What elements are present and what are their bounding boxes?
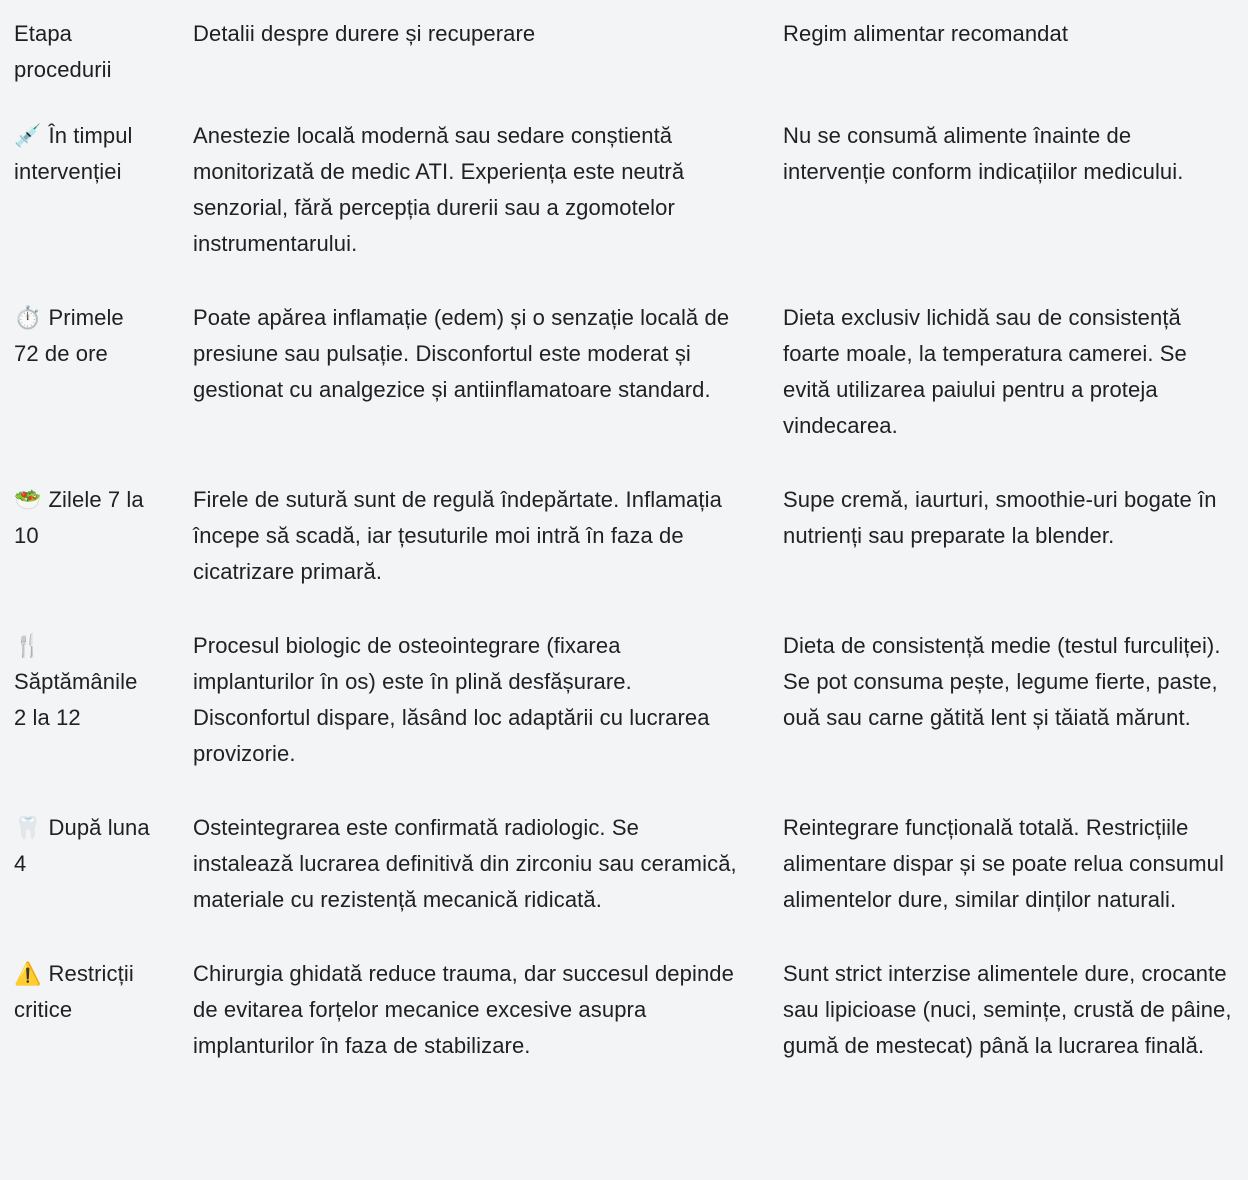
table-row [14,810,1232,918]
diet-cell: Reintegrare funcțională totală. Restricțiile alimentare dispar și se poate relua consumul alimentelor dure, similar dinților naturali. [783,815,1224,912]
stage-cell [14,482,154,554]
salad-icon: 🥗 [14,487,42,512]
diet-cell: Dieta exclusiv lichidă sau de consistență foarte moale, la temperatura camerei. Se evită utilizarea paiului pentru a proteja vindecarea. [783,305,1187,438]
stage-label: Zilele 7 la 10 [14,487,144,548]
syringe-icon: 💉 [14,123,42,148]
stage-label: Primele 72 de ore [14,305,124,366]
stage-label: În timpul intervenției [14,123,133,184]
diet-cell: Nu se consumă alimente înainte de intervenție conform indicațiilor medicului. [783,123,1184,184]
stage-cell [14,956,154,1028]
table-row [14,956,1232,1064]
stage-cell [14,810,154,882]
details-cell: Osteintegrarea este confirmată radiologic. Se instalează lucrarea definitivă din zirconiu sau ceramică, materiale cu rezistență mecanică ridicată. [193,815,737,912]
stage-cell [14,628,154,736]
table-row [14,628,1232,772]
stopwatch-icon: ⏱️ [14,305,42,330]
warning-icon: ⚠️ [14,961,42,986]
header-stage: Etapa procedurii [14,21,112,82]
diet-cell: Sunt strict interzise alimentele dure, crocante sau lipicioase (nuci, semințe, crustă de pâine, gumă de mestecat) până la lucrarea finală. [783,961,1232,1058]
tooth-icon: 🦷 [14,815,42,840]
table-row [14,118,1232,262]
details-cell: Chirurgia ghidată reduce trauma, dar succesul depinde de evitarea forțelor mecanice excesive asupra implanturilor în faza de stabilizare. [193,961,734,1058]
header-diet: Regim alimentar recomandat [783,21,1069,46]
stage-label: Restricții critice [14,961,134,1022]
stage-cell [14,300,154,372]
table-header-row [14,16,1232,88]
stage-cell [14,118,154,190]
header-details: Detalii despre durere și recuperare [193,21,536,46]
stage-label: După luna 4 [14,815,150,876]
diet-cell: Supe cremă, iaurturi, smoothie-uri bogate în nutrienți sau preparate la blender. [783,487,1217,548]
table-row [14,482,1232,590]
details-cell: Poate apărea inflamație (edem) și o senzație locală de presiune sau pulsație. Disconfortul este moderat și gestionat cu analgezice și antiinflamatoare standard. [193,305,730,402]
details-cell: Firele de sutură sunt de regulă îndepărtate. Inflamația începe să scadă, iar țesuturile moi intră în faza de cicatrizare primară. [193,487,722,584]
details-cell: Procesul biologic de osteointegrare (fixarea implanturilor în os) este în plină desfășurare. Disconfortul dispare, lăsând loc adaptării cu lucrarea provizorie. [193,633,710,766]
fork-knife-icon: 🍴 [14,633,42,658]
details-cell: Anestezie locală modernă sau sedare conștientă monitorizată de medic ATI. Experiența este neutră senzorial, fără percepția durerii sau a zgomotelor instrumentarului. [193,123,685,256]
table-row [14,300,1232,444]
diet-cell: Dieta de consistență medie (testul furculiței). Se pot consuma pește, legume fierte, paste, ouă sau carne gătită lent și tăiată mărunt. [783,633,1221,730]
stage-label: Săptămânile 2 la 12 [14,669,138,730]
